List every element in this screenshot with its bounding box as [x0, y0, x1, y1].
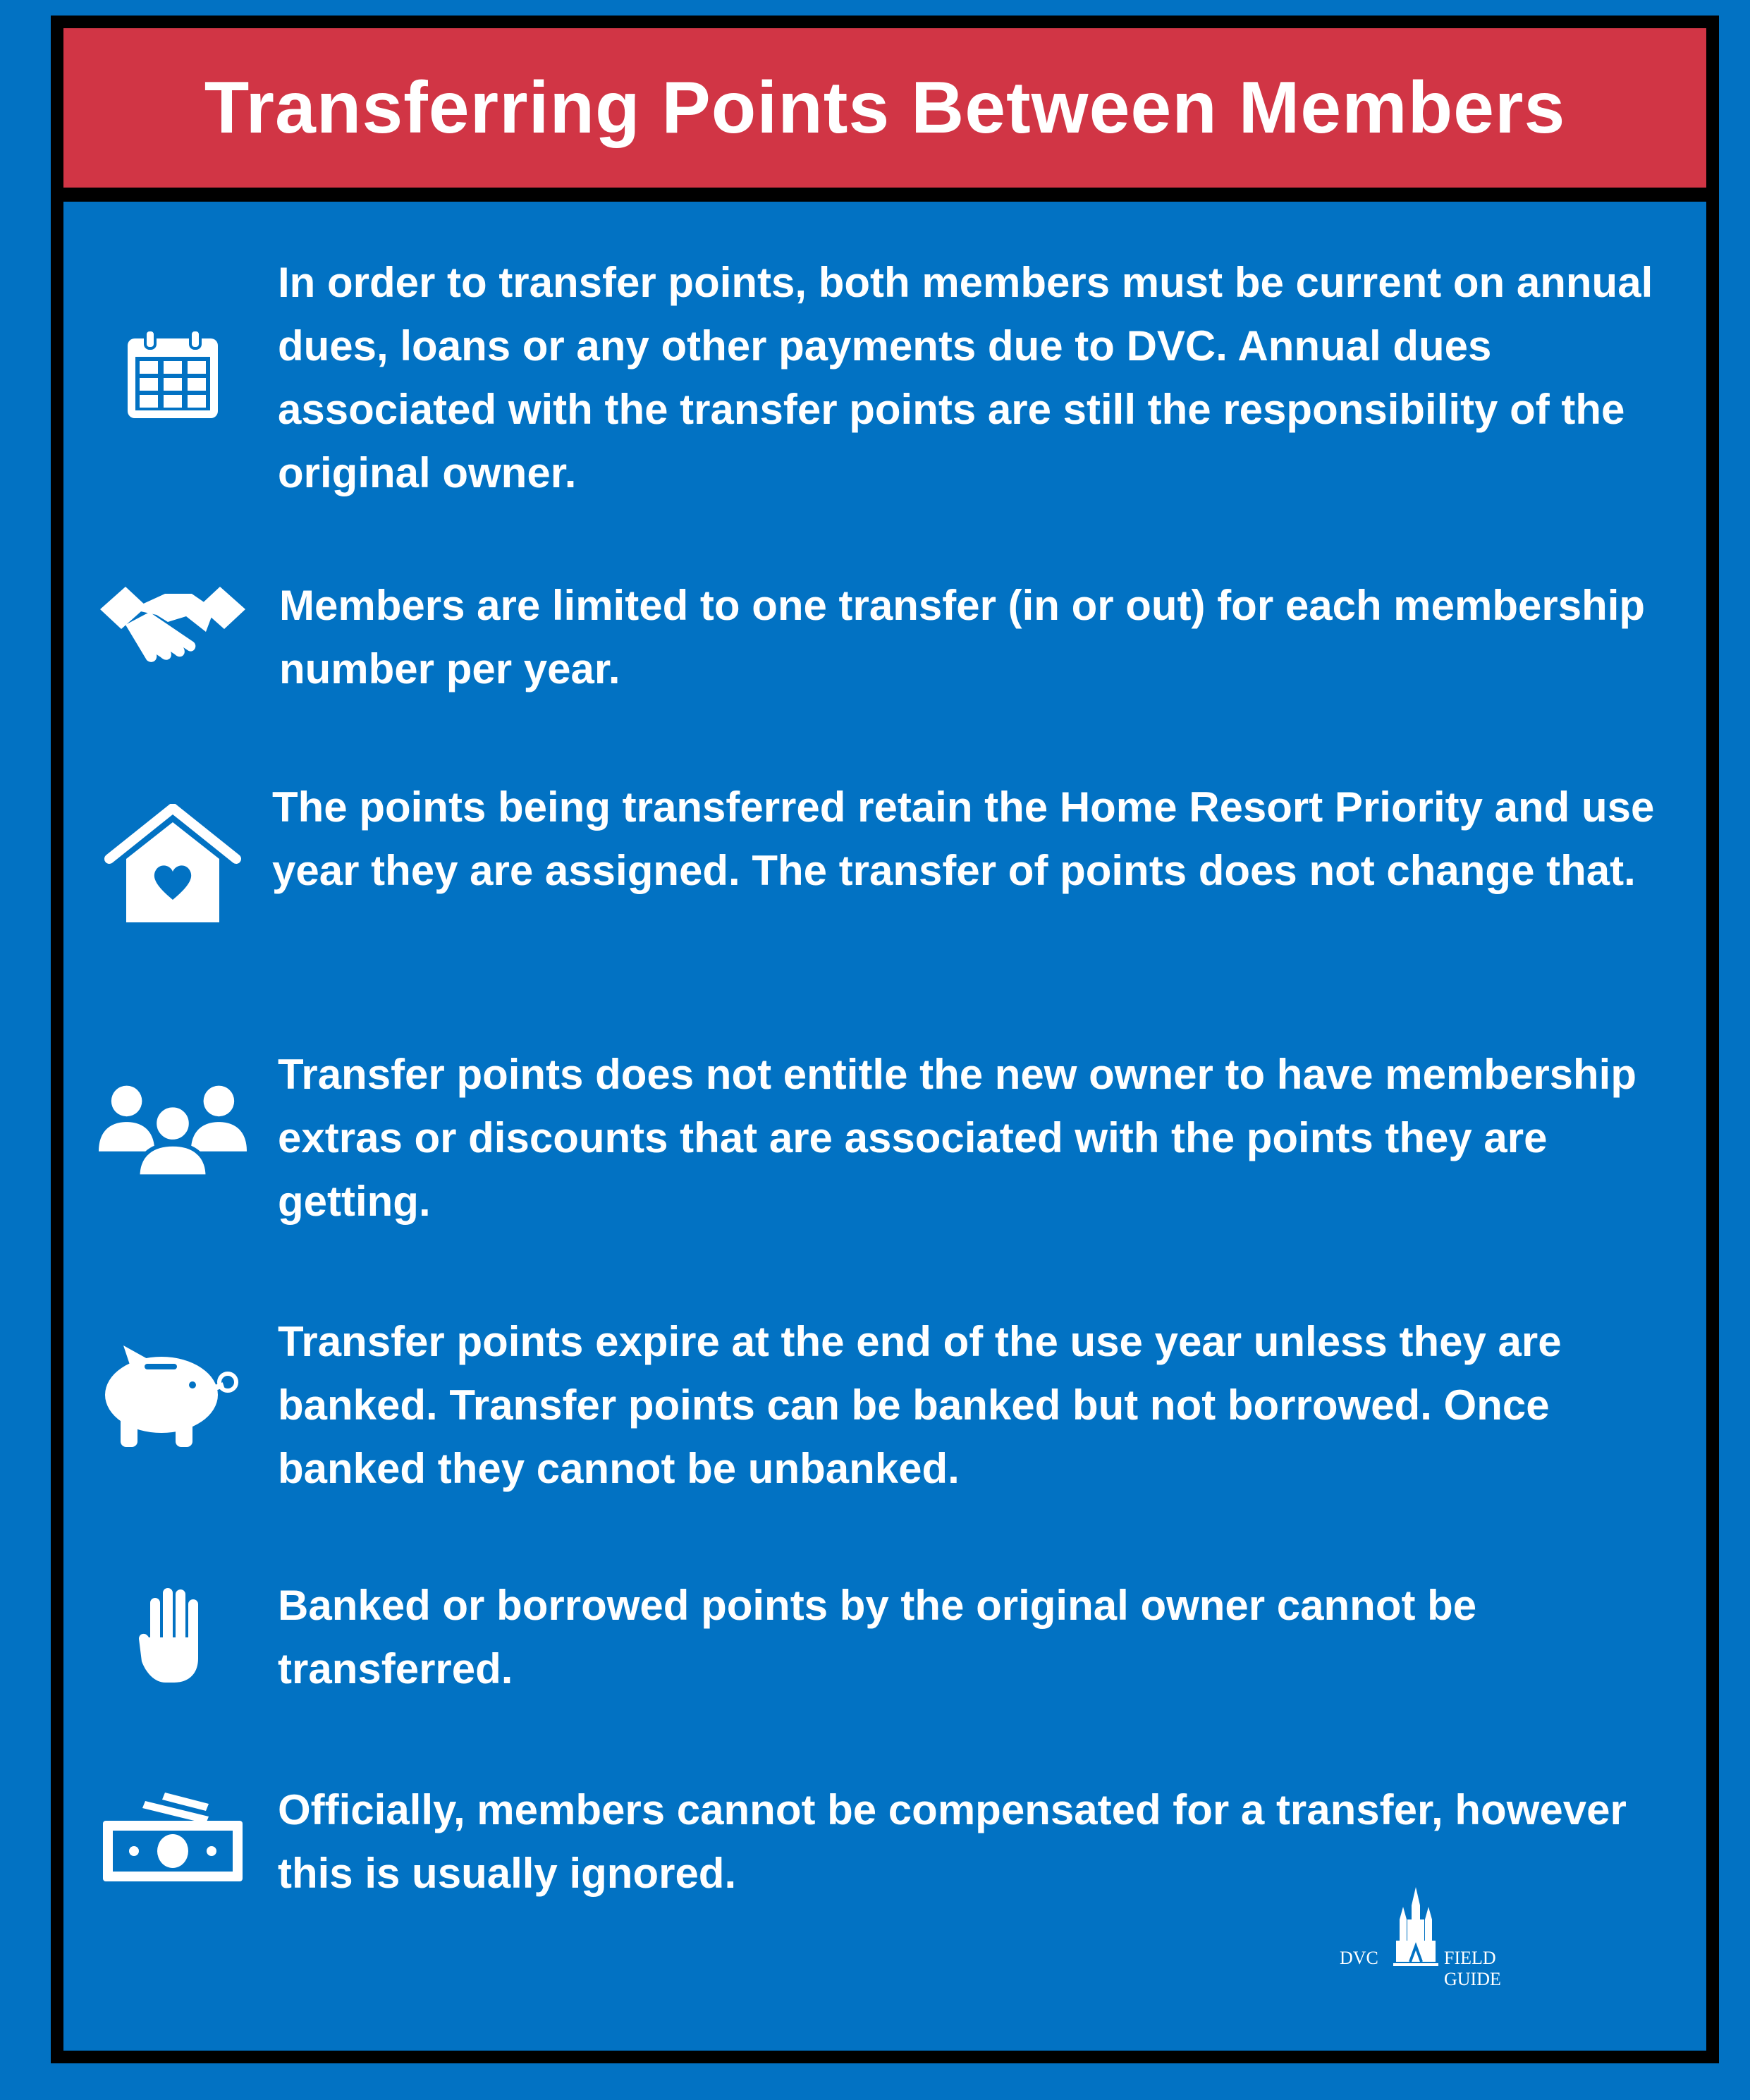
money-bill-icon — [99, 1793, 247, 1881]
item-text: Transfer points does not entitle the new owner to have membership extras or discounts that are associated with the points they are getting. — [278, 1051, 1637, 1225]
item-text: Members are limited to one transfer (in or out) for each membership number per year. — [279, 582, 1646, 692]
page-title: Transferring Points Between Members — [204, 66, 1566, 149]
logo-left-text: DVC — [1340, 1948, 1378, 1968]
calendar-icon — [99, 329, 247, 420]
header-banner — [63, 28, 1706, 188]
dvc-field-guide-logo — [1340, 1887, 1551, 1989]
logo-right-text: FIELD GUIDE — [1444, 1948, 1501, 1989]
piggy-bank-icon — [99, 1345, 247, 1448]
handshake-icon — [99, 581, 247, 673]
item-text: Transfer points expire at the end of the use year unless they are banked. Transfer points can be banked but not borrowed. Once banked they cannot be unbanked. — [278, 1318, 1562, 1492]
item-text: Officially, members cannot be compensated for a transfer, however this is usually ignored. — [278, 1786, 1627, 1897]
people-group-icon — [99, 1085, 247, 1177]
castle-icon — [1393, 1887, 1438, 1969]
item-text: In order to transfer points, both members must be current on annual dues, loans or any other payments due to DVC. Annual dues associated with the transfer points are still the responsibility of the original owner. — [278, 259, 1653, 496]
item-text: Banked or borrowed points by the original owner cannot be transferred. — [278, 1582, 1477, 1692]
raised-hand-icon — [99, 1588, 247, 1683]
content-panel — [63, 202, 1706, 2051]
house-heart-icon — [99, 804, 247, 924]
item-text: The points being transferred retain the Home Resort Priority and use year they are assigned. The transfer of points does not change that. — [272, 783, 1655, 894]
